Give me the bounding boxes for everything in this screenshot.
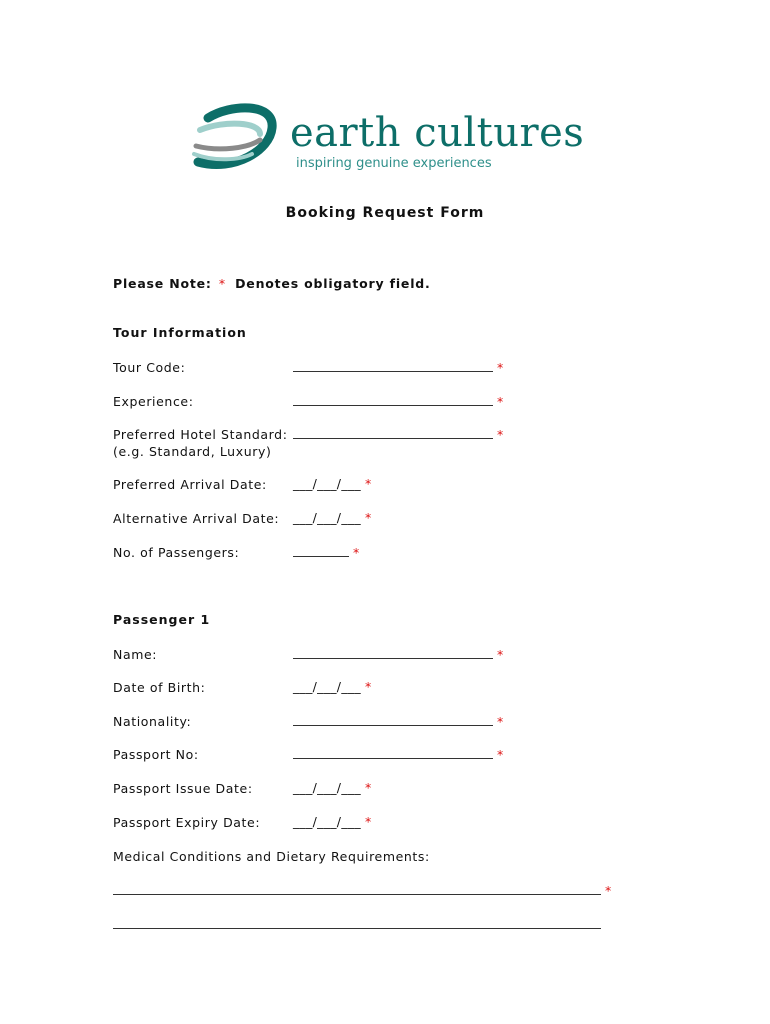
passport-issue-date-field[interactable]	[293, 780, 372, 795]
required-marker: *	[497, 394, 504, 409]
required-marker: *	[497, 427, 504, 442]
date-blank: ___/___/___	[293, 510, 361, 525]
required-marker: *	[364, 814, 372, 829]
required-marker: *	[497, 360, 504, 375]
preferred-arrival-field[interactable]	[293, 476, 372, 491]
medical-dietary-label: Medical Conditions and Dietary Requirements:	[113, 849, 430, 864]
note-text: Denotes obligatory field.	[235, 276, 431, 291]
passport-expiry-date-field[interactable]	[293, 814, 372, 829]
date-of-birth-field[interactable]	[293, 679, 372, 694]
tour-information-heading: Tour Information	[113, 325, 247, 340]
name-label: Name:	[113, 647, 158, 662]
globe-swoosh-icon	[190, 100, 300, 180]
tour-code-field[interactable]	[293, 359, 504, 375]
logo-tagline: inspiring genuine experiences	[296, 156, 492, 171]
passenger-1-heading: Passenger 1	[113, 612, 211, 627]
nationality-field[interactable]	[293, 713, 504, 729]
hotel-standard-label	[113, 426, 288, 460]
date-blank: ___/___/___	[293, 814, 361, 829]
required-marker: *	[605, 883, 612, 898]
passport-expiry-date-label: Passport Expiry Date:	[113, 815, 261, 830]
hotel-standard-label-text: Preferred Hotel Standard:	[113, 427, 288, 442]
passport-no-label: Passport No:	[113, 747, 199, 762]
date-blank: ___/___/___	[293, 780, 361, 795]
tour-code-label: Tour Code:	[113, 360, 186, 375]
passport-issue-date-label: Passport Issue Date:	[113, 781, 253, 796]
alternative-arrival-label: Alternative Arrival Date:	[113, 511, 280, 526]
nationality-label: Nationality:	[113, 714, 192, 729]
obligatory-note	[113, 276, 431, 291]
form-title: Booking Request Form	[285, 205, 485, 221]
date-blank: ___/___/___	[293, 476, 361, 491]
required-marker: *	[364, 679, 372, 694]
required-marker: *	[497, 714, 504, 729]
note-prefix: Please Note:	[113, 276, 212, 291]
required-marker: *	[364, 780, 372, 795]
alternative-arrival-field[interactable]	[293, 510, 372, 525]
date-of-birth-label: Date of Birth:	[113, 680, 206, 695]
experience-label: Experience:	[113, 394, 194, 409]
medical-dietary-line-1[interactable]	[113, 882, 611, 898]
required-marker: *	[497, 747, 504, 762]
experience-field[interactable]	[293, 393, 504, 409]
passport-no-field[interactable]	[293, 746, 504, 762]
date-blank: ___/___/___	[293, 679, 361, 694]
required-marker: *	[364, 476, 372, 491]
passengers-count-label: No. of Passengers:	[113, 545, 240, 560]
required-marker: *	[497, 647, 504, 662]
note-asterisk: *	[218, 276, 226, 291]
name-field[interactable]	[293, 646, 504, 662]
preferred-arrival-label: Preferred Arrival Date:	[113, 477, 267, 492]
required-marker: *	[364, 510, 372, 525]
hotel-standard-field[interactable]	[293, 426, 504, 442]
required-marker: *	[353, 545, 360, 560]
passengers-count-field[interactable]	[293, 544, 360, 560]
logo-wordmark: earth cultures	[290, 110, 585, 156]
medical-dietary-line-2[interactable]	[113, 916, 601, 932]
earth-cultures-logo	[190, 100, 590, 180]
hotel-standard-sublabel: (e.g. Standard, Luxury)	[113, 444, 272, 459]
